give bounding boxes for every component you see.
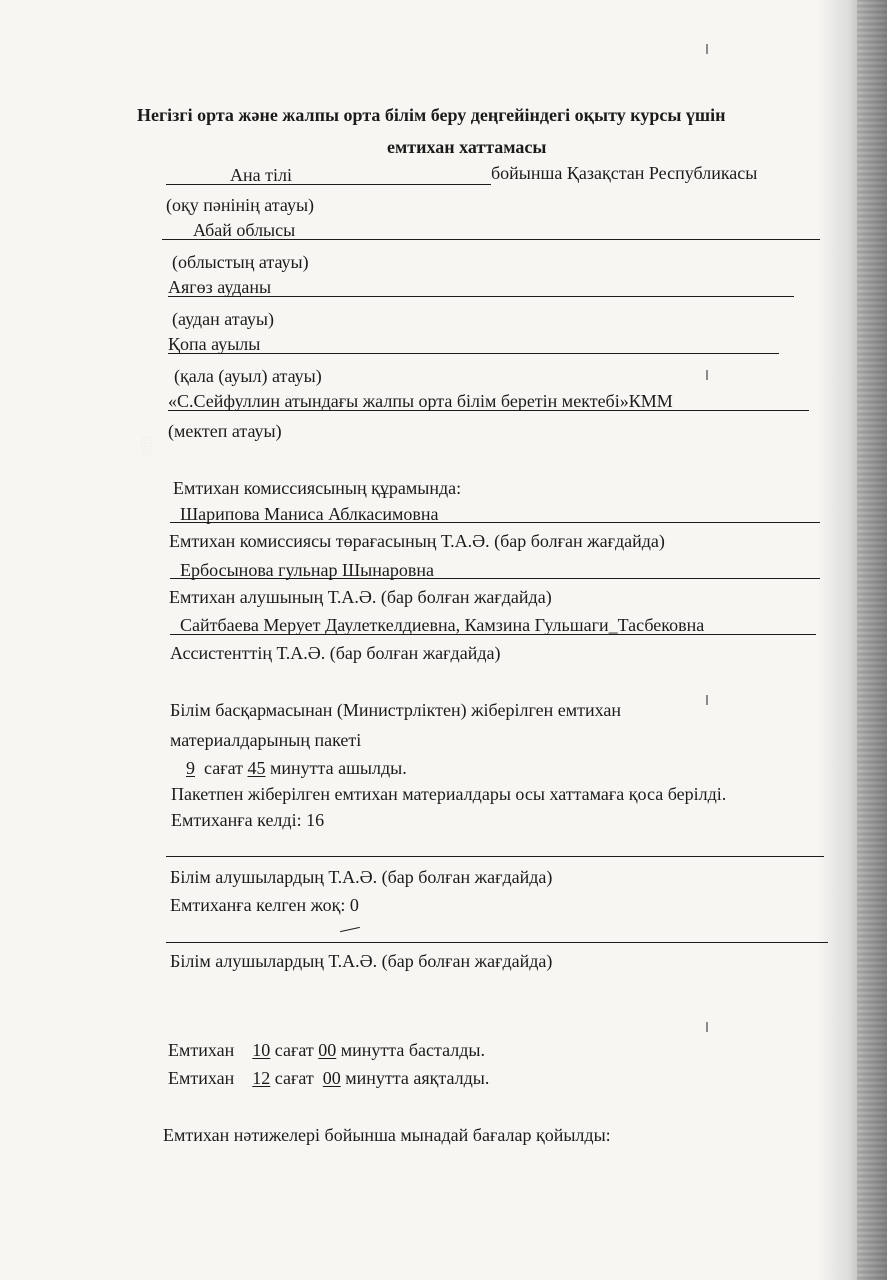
attendance-absent: Емтиханға келген жоқ: 0 bbox=[170, 895, 359, 915]
exam-end-suffix: минутта аяқталды. bbox=[345, 1068, 490, 1088]
document-title-line2: емтихан хаттамасы bbox=[387, 137, 547, 157]
district-value: Аягөз ауданы bbox=[168, 277, 272, 297]
exam-start-word: Емтихан bbox=[168, 1040, 235, 1060]
subject-caption: (оқу пәнінің атауы) bbox=[166, 195, 315, 215]
scan-mark bbox=[706, 695, 708, 705]
subject-underline bbox=[166, 184, 491, 185]
document-title-line1: Негізгі орта және жалпы орта білім беру деңгейіндегі оқыту курсы үшін bbox=[137, 105, 726, 125]
exam-start-suffix: минутта басталды. bbox=[340, 1040, 485, 1060]
commission-member: Шарипова Маниса Аблкасимовна bbox=[180, 504, 439, 524]
package-opened-time bbox=[186, 757, 407, 779]
absent-dash-mark bbox=[340, 927, 360, 932]
exam-taker-label: Емтихан алушының Т.А.Ә. (бар болған жағдайда) bbox=[169, 587, 552, 607]
school-value: «С.Сейфуллин атындағы жалпы орта білім беретін мектебі»КММ bbox=[168, 391, 673, 411]
scan-mark bbox=[706, 44, 708, 54]
subject-suffix: бойынша Қазақстан Республикасы bbox=[491, 163, 758, 183]
package-minute: 45 bbox=[247, 758, 266, 778]
district-caption: (аудан атауы) bbox=[172, 309, 274, 329]
exam-end-time bbox=[168, 1067, 489, 1089]
package-line1: Білім басқармасынан (Министрліктен) жіберілген емтихан bbox=[170, 700, 621, 720]
package-line2: материалдарының пакеті bbox=[170, 730, 362, 750]
exam-start-hour: 10 bbox=[252, 1040, 271, 1060]
commission-chair-label: Емтихан комиссиясы төрағасының Т.А.Ә. (бар болған жағдайда) bbox=[169, 531, 665, 551]
exam-end-hour-unit: сағат bbox=[274, 1068, 314, 1088]
village-value: Қопа ауылы bbox=[168, 334, 261, 354]
exam-takers: Сайтбаева Мерует Даулеткелдиевна, Камзина Гульшаги_Тасбековна bbox=[180, 615, 705, 635]
exam-start-minute: 00 bbox=[318, 1040, 337, 1060]
exam-end-minute: 00 bbox=[322, 1068, 341, 1088]
attendance-came: Емтиханға келді: 16 bbox=[171, 810, 325, 830]
scan-mark bbox=[706, 1022, 708, 1032]
subject-value: Ана тілі bbox=[230, 165, 292, 185]
students-label-2: Білім алушылардың Т.А.Ә. (бар болған жағдайда) bbox=[170, 951, 553, 971]
attendance-came-underline bbox=[166, 856, 824, 857]
region-value: Абай облысы bbox=[193, 220, 296, 240]
scan-mark bbox=[706, 370, 708, 380]
students-label-1: Білім алушылардың Т.А.Ә. (бар болған жағдайда) bbox=[170, 867, 553, 887]
package-minute-suffix: минутта ашылды. bbox=[269, 758, 407, 778]
attendance-absent-underline bbox=[166, 942, 828, 943]
exam-start-time bbox=[168, 1039, 485, 1061]
package-attached-note: Пакетпен жіберілген емтихан материалдары осы хаттамаға қоса берілді. bbox=[171, 784, 727, 804]
exam-start-hour-unit: сағат bbox=[274, 1040, 314, 1060]
results-label: Емтихан нәтижелері бойынша мынадай бағалар қойылды: bbox=[163, 1125, 611, 1145]
school-caption: (мектеп атауы) bbox=[168, 421, 282, 441]
package-hour: 9 bbox=[186, 758, 195, 778]
scan-edge-texture bbox=[857, 0, 887, 1280]
commission-chair: Ербосынова гульнар Шынаровна bbox=[180, 560, 434, 580]
assistant-label: Ассистенттің Т.А.Ә. (бар болған жағдайда) bbox=[170, 643, 501, 663]
region-caption: (облыстың атауы) bbox=[172, 252, 309, 272]
exam-end-word: Емтихан bbox=[168, 1068, 235, 1088]
exam-end-hour: 12 bbox=[252, 1068, 271, 1088]
commission-label: Емтихан комиссиясының құрамында: bbox=[173, 478, 462, 498]
ghost-text: ░ bbox=[140, 436, 153, 455]
village-caption: (қала (ауыл) атауы) bbox=[174, 366, 322, 386]
package-hour-unit: сағат bbox=[204, 758, 243, 778]
